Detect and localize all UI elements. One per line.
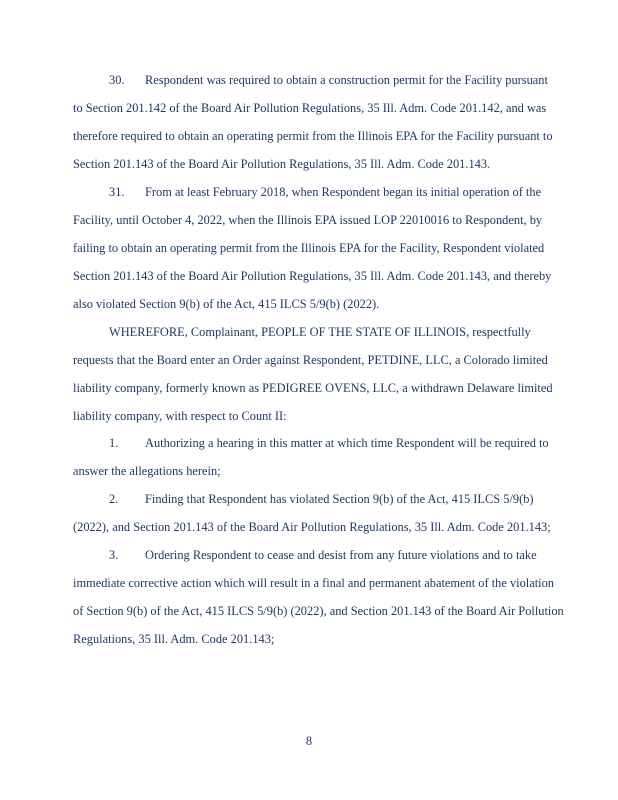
paragraph-31-line-5: also violated Section 9(b) of the Act, 415 ILCS 5/9(b) (2022). xyxy=(73,297,380,311)
relief-item-1-line-1 xyxy=(109,435,549,451)
paragraph-31-line-2: Facility, until October 4, 2022, when the Illinois EPA issued LOP 22010016 to Respondent, by xyxy=(73,213,543,227)
line-text: Authorizing a hearing in this matter at which time Respondent will be required to xyxy=(145,436,549,450)
paragraph-31-line-4: Section 201.143 of the Board Air Pollution Regulations, 35 Ill. Adm. Code 201.143, and thereby xyxy=(73,269,552,283)
line-text: Respondent was required to obtain a construction permit for the Facility pursuant xyxy=(145,73,548,87)
wherefore-line-4: liability company, with respect to Count II: xyxy=(73,409,287,423)
paragraph-number: 30. xyxy=(109,73,125,87)
relief-item-1-line-2: answer the allegations herein; xyxy=(73,464,221,478)
item-number: 1. xyxy=(109,436,119,450)
paragraph-30-line-4: Section 201.143 of the Board Air Pollution Regulations, 35 Ill. Adm. Code 201.143. xyxy=(73,157,491,171)
wherefore-line-2: requests that the Board enter an Order against Respondent, PETDINE, LLC, a Colorado limited xyxy=(73,353,548,367)
relief-item-3-line-3: of Section 9(b) of the Act, 415 ILCS 5/9(b) (2022), and Section 201.143 of the Board Air Pollution xyxy=(73,604,564,618)
item-number: 3. xyxy=(109,548,119,562)
paragraph-31-line-1 xyxy=(109,184,541,200)
relief-item-3-line-4: Regulations, 35 Ill. Adm. Code 201.143; xyxy=(73,632,275,646)
paragraph-31-line-3: failing to obtain an operating permit from the Illinois EPA for the Facility, Respondent violated xyxy=(73,241,545,255)
paragraph-30-line-1 xyxy=(109,72,548,88)
relief-item-3-line-1 xyxy=(109,547,537,563)
item-number: 2. xyxy=(109,492,119,506)
relief-item-3-line-2: immediate corrective action which will result in a final and permanent abatement of the violation xyxy=(73,576,554,590)
paragraph-30-line-3: therefore required to obtain an operating permit from the Illinois EPA for the Facility pursuant to xyxy=(73,129,553,143)
line-text: Finding that Respondent has violated Section 9(b) of the Act, 415 ILCS 5/9(b) xyxy=(145,492,534,506)
paragraph-number: 31. xyxy=(109,185,125,199)
line-text: Ordering Respondent to cease and desist from any future violations and to take xyxy=(145,548,537,562)
page-number: 8 xyxy=(305,734,313,748)
wherefore-line-3: liability company, formerly known as PEDIGREE OVENS, LLC, a withdrawn Delaware limited xyxy=(73,381,553,395)
relief-item-2-line-1 xyxy=(109,491,534,507)
line-text: From at least February 2018, when Respondent began its initial operation of the xyxy=(145,185,542,199)
wherefore-line-1: WHEREFORE, Complainant, PEOPLE OF THE STATE OF ILLINOIS, respectfully xyxy=(109,325,531,339)
relief-item-2-line-2: (2022), and Section 201.143 of the Board Air Pollution Regulations, 35 Ill. Adm. Code 201.143; xyxy=(73,520,551,534)
paragraph-30-line-2: to Section 201.142 of the Board Air Pollution Regulations, 35 Ill. Adm. Code 201.142, and was xyxy=(73,101,547,115)
